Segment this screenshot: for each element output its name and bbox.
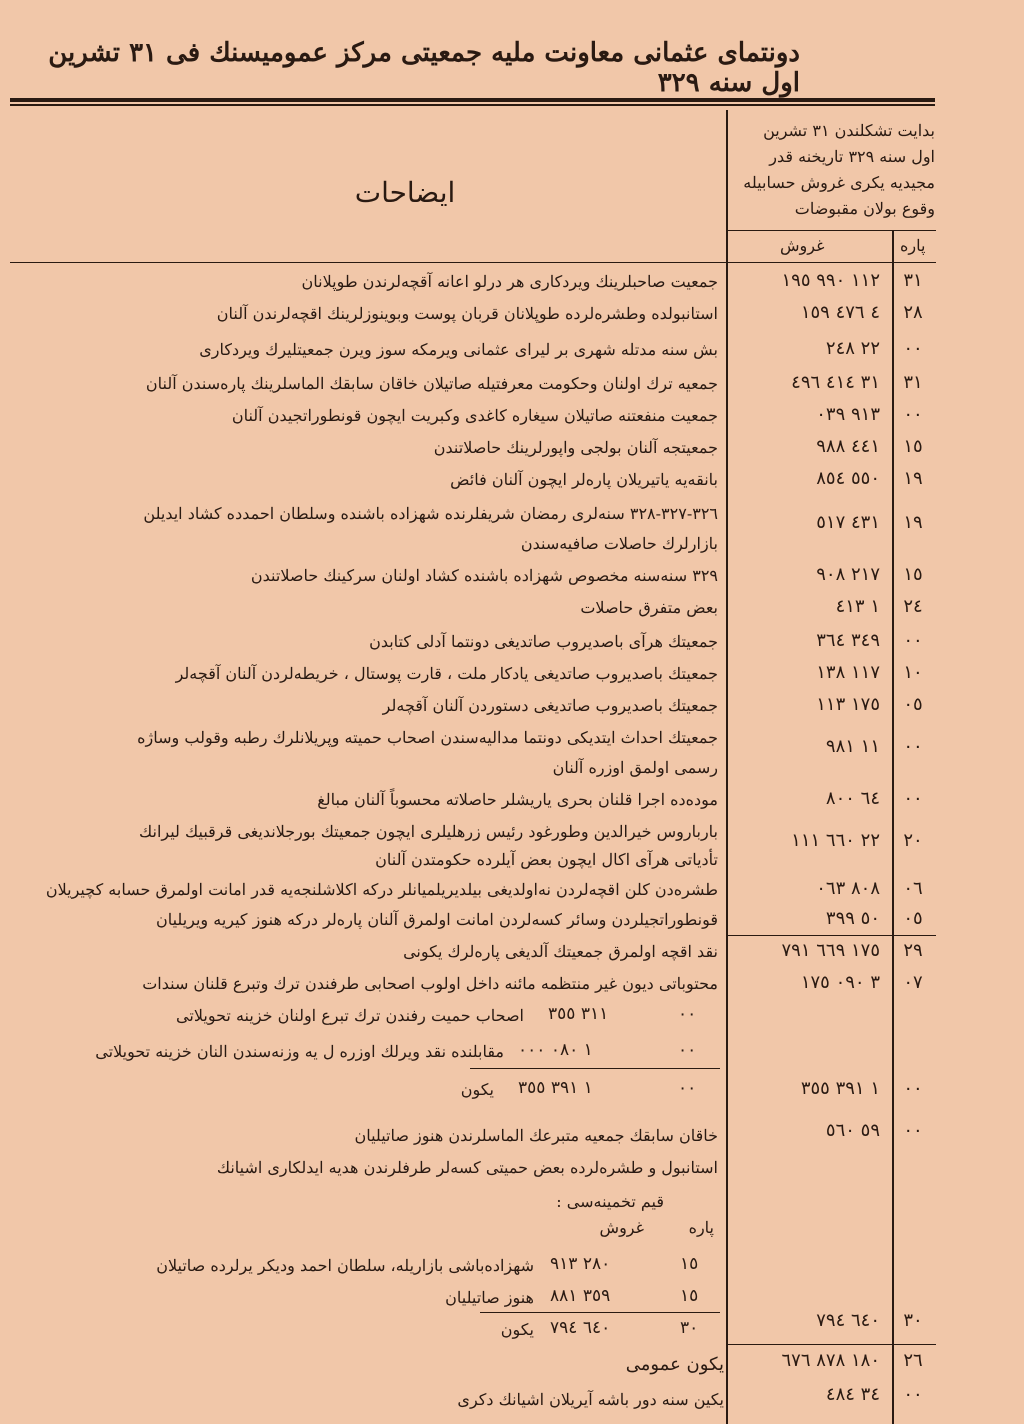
top-rule — [10, 98, 935, 102]
estimate-text: شهزاده‌باشی بازاریله، سلطان احمد ودیکر یرلرده صاتیلان — [156, 1256, 534, 1275]
row-amount: ٢٢ ٢٤٨ — [825, 338, 880, 359]
row-para: ٢٨ — [903, 302, 923, 323]
row-description: خاقان سابقك جمعیه متبرعك الماسلرندن هنوز صاتیلیان — [354, 1126, 718, 1145]
estimate-amount: ٣٥٩ ٨٨١ — [550, 1286, 611, 1306]
estimate-label: قیم تخمینه‌سی : — [556, 1192, 664, 1211]
grand-total-rule — [726, 1344, 936, 1345]
row-description: موده‌ده اجرا قلنان بحری یاریشلر حاصلاته محسوباً آلنان مبالغ — [317, 790, 718, 809]
estimate-para: ١٥ — [680, 1286, 699, 1306]
row-description: جمعیتك هرآی باصدیروب صاتدیغی دونتما آدلی کتابدن — [369, 632, 718, 651]
row-amount: ٣ ٠٩٠ ١٧٥ — [800, 972, 880, 993]
row-para: ٠٥ — [903, 694, 923, 715]
estimate-amount: ٦٤٠ ٧٩٤ — [550, 1318, 611, 1338]
row-description-continued: رسمی اولمق اوزره آلنان — [552, 758, 718, 777]
sub-line-amount: ٣١١ ٣٥٥ — [548, 1004, 609, 1024]
row-para: ١٩ — [903, 468, 923, 489]
row-amount: ١ ٣٩١ ٣٥٥ — [800, 1078, 880, 1099]
row-description: جمعیت منفعتنه صاتیلان سیغاره کاغدی وکبریت ایچون قونطوراتجیدن آلنان — [231, 406, 718, 425]
row-description: محتوباتی دیون غیر منتظمه مائنه داخل اولوب اصحابی طرفندن ترك وتبرع قلنان سندات — [142, 974, 718, 993]
sub-line-amount: ١ ٣٩١ ٣٥٥ — [518, 1078, 593, 1098]
estimate-kurus-header: غروش — [599, 1218, 644, 1237]
grand-total-label: یکون عمومی — [625, 1354, 724, 1375]
row-para: ١٠ — [903, 662, 923, 683]
row-para: ٢٠ — [903, 830, 923, 851]
row-amount: ٤ ٤٧٦ ١٥٩ — [800, 302, 880, 323]
grand-total-para: ٢٦ — [903, 1350, 923, 1371]
estimate-para: ٣٠ — [680, 1318, 699, 1338]
grand-total-amount: ١٨٠ ٨٧٨ ٦٧٦ — [781, 1350, 880, 1371]
sub-line-amount: ١ ٠٨٠ ٠٠٠ — [518, 1040, 593, 1060]
row-amount: ٣٤ ٤٨٤ — [825, 1384, 880, 1405]
row-amount: ٥٩ ٥٦٠ — [825, 1120, 880, 1141]
sub-line-text: یکون — [460, 1080, 494, 1099]
sub-line-text: اصحاب حمیت رفندن ترك تبرع اولنان خزینه تحویلاتی — [176, 1006, 524, 1025]
row-para: ١٥ — [903, 436, 923, 457]
estimate-para: ١٥ — [680, 1254, 699, 1274]
row-description: استانبولده وطشره‌لرده طوپلانان قربان پوست وبوینوزلرینك اقچه‌لرندن آلنان — [216, 304, 718, 323]
row-description: ٣٢٦-٣٢٧-٣٢٨ سنه‌لری رمضان شریفلرنده شهزاده باشنده وسلطان احمدده کشاد ایدیلن — [143, 504, 718, 523]
row-para: ٠٠ — [903, 736, 923, 757]
column-divider-amount — [726, 110, 728, 1424]
gifted-items-note: استانبول و طشره‌لرده بعض حمیتی کسه‌لر طرفلرندن هدیه ایدلکاری اشیانك — [216, 1158, 718, 1177]
row-amount: ١١ ٩٨١ — [825, 736, 880, 757]
row-amount: ٥٠ ٣٩٩ — [825, 908, 880, 929]
row-description: بانقه‌یه یاتیریلان پاره‌لر ایچون آلنان فائض — [450, 470, 718, 489]
row-para: ٣١ — [903, 270, 923, 291]
sub-line-para: ٠٠ — [678, 1078, 697, 1098]
row-description: یکین سنه دور باشه آیریلان اشیانك دکری — [457, 1390, 724, 1409]
row-para: ٢٩ — [903, 940, 923, 961]
row-description: نقد اقچه اولمرق جمعیتك آلدیغی پاره‌لرك یکونی — [403, 942, 718, 961]
row-description: قونطوراتجیلردن وسائر کسه‌لردن امانت اولمرق آلنان پاره‌لر درکه هنوز کیریه ویریلیان — [155, 910, 718, 929]
row-description: بارباروس خیرالدین وطورغود رئیس زرهلیلری ایچون جمعیتك بورجلاندیغی قرقبیك لیرانك — [139, 822, 718, 841]
row-para: ٢٤ — [903, 596, 923, 617]
row-description: جمعیتك باصدیروب صاتدیغی دستوردن آلنان آقچه‌لر — [382, 696, 718, 715]
row-para: ٠٠ — [903, 338, 923, 359]
explanations-heading: ایضاحات — [354, 176, 456, 209]
row-amount: ١ ٤١٣ — [835, 596, 880, 617]
row-amount: ٢١٧ ٩٠٨ — [816, 564, 880, 585]
row-para: ٠٠ — [903, 788, 923, 809]
row-para: ١٩ — [903, 512, 923, 533]
sub-total-rule — [470, 1068, 720, 1069]
row-para: ١٥ — [903, 564, 923, 585]
row-amount: ٣٤٩ ٣٦٤ — [816, 630, 880, 651]
row-description: جمعیه ترك اولنان وحکومت معرفتیله صاتیلان خاقان سابقك الماسلرینك پاره‌سندن آلنان — [145, 374, 718, 393]
row-para: ٠٥ — [903, 908, 923, 929]
row-amount: ١١٢ ٩٩٠ ١٩٥ — [781, 270, 880, 291]
row-amount: ٦٤٠ ٧٩٤ — [816, 1310, 880, 1331]
para-header: پاره — [900, 236, 926, 255]
row-description: بعض متفرق حاصلات — [580, 598, 718, 617]
row-para: ٠٠ — [903, 1384, 923, 1405]
row-description-continued: بازارلرك حاصلات صافیه‌سندن — [520, 534, 718, 553]
estimate-para-header: پاره — [688, 1218, 714, 1237]
row-amount: ٨٠٨ ٠٦٣ — [816, 878, 880, 899]
row-description: ٣٢٩ سنه‌سنه مخصوص شهزاده باشنده کشاد اولنان سرکینك حاصلاتندن — [250, 566, 718, 585]
row-description: جمعیتجه آلنان بولجی واپورلرینك حاصلاتندن — [433, 438, 718, 457]
top-rule-thin — [10, 104, 935, 106]
row-amount: ٥٥٠ ٨٥٤ — [816, 468, 880, 489]
header-rule — [726, 230, 936, 231]
kurus-header: غروش — [780, 236, 825, 255]
row-description: جمعیتك احداث ایتدیکی دونتما مدالیه‌سندن اصحاب حمیته وپریلانلرك رطبه وقولب وساژه — [137, 728, 718, 747]
sub-line-text: مقابلنده نقد ویرلك اوزره ل یه وزنه‌سندن النان خزینه تحویلاتی — [95, 1042, 504, 1061]
row-description: طشره‌دن کلن اقچه‌لردن نه‌اولدیغی بیلدیریلمیانلر درکه اکلاشلنجه‌یه قدر امانت اولمرق حسابه کچیریلان — [45, 880, 718, 899]
row-description: جمعیت صاحبلرینك ویردکاری هر درلو اعانه آقچه‌لرندن طوپلانان — [301, 272, 718, 291]
row-para: ٠٦ — [903, 878, 923, 899]
row-amount: ٣١ ٤١٤ ٤٩٦ — [791, 372, 880, 393]
row-para: ٠٠ — [903, 1120, 923, 1141]
estimate-amount: ٢٨٠ ٩١٣ — [550, 1254, 611, 1274]
row-amount: ٤٤١ ٩٨٨ — [816, 436, 880, 457]
receipts-header-note: بدایت تشکلندن ٣١ تشرین اول سنه ٣٢٩ تاریخنه قدر مجیدیه یکری غروش حسابیله وقوع بولان مقبوضات — [743, 121, 935, 218]
row-para: ٠٧ — [903, 972, 923, 993]
document-title: دونتمای عثمانی معاونت ملیه جمعیتی مرکز عمومیسنك فی ٣١ تشرین اول سنه ٣٢٩ — [48, 38, 800, 98]
row-amount: ٩١٣ ٠٣٩ — [816, 404, 880, 425]
sub-line-para: ٠٠ — [678, 1004, 697, 1024]
estimate-text: یکون — [500, 1320, 534, 1339]
row-para: ٠٠ — [903, 404, 923, 425]
row-description: جمعیتك باصدیروب صاتدیغی یادکار ملت ، قارت پوستال ، خریطه‌لردن آلنان آقچه‌لر — [175, 664, 718, 683]
row-para: ٠٠ — [903, 630, 923, 651]
row-amount: ٤٣١ ٥١٧ — [816, 512, 880, 533]
estimate-rule — [480, 1312, 720, 1313]
row-amount: ٦٤ ٨٠٠ — [825, 788, 880, 809]
row-para: ٠٠ — [903, 1078, 923, 1099]
subtotal-rule — [726, 935, 936, 936]
sub-line-para: ٠٠ — [678, 1040, 697, 1060]
row-para: ٣٠ — [903, 1310, 923, 1331]
row-amount: ١٧٥ ١١٣ — [816, 694, 880, 715]
estimate-text: هنوز صاتیلیان — [445, 1288, 534, 1307]
row-amount: ١٧٥ ٦٦٩ ٧٩١ — [781, 940, 880, 961]
row-amount: ٢٢ ٦٦٠ ١١١ — [791, 830, 880, 851]
header-bottom-rule — [10, 262, 936, 263]
row-para: ٣١ — [903, 372, 923, 393]
row-description-continued: تأدیاتی هرآی اکال ایچون بعض آیلرده حکومتدن آلنان — [375, 850, 718, 869]
row-description: بش سنه مدتله شهری بر لیرای عثمانی ویرمکه سوز ویرن جمعیتلیرك ویردکاری — [199, 340, 718, 359]
row-amount: ١١٧ ١٣٨ — [816, 662, 880, 683]
